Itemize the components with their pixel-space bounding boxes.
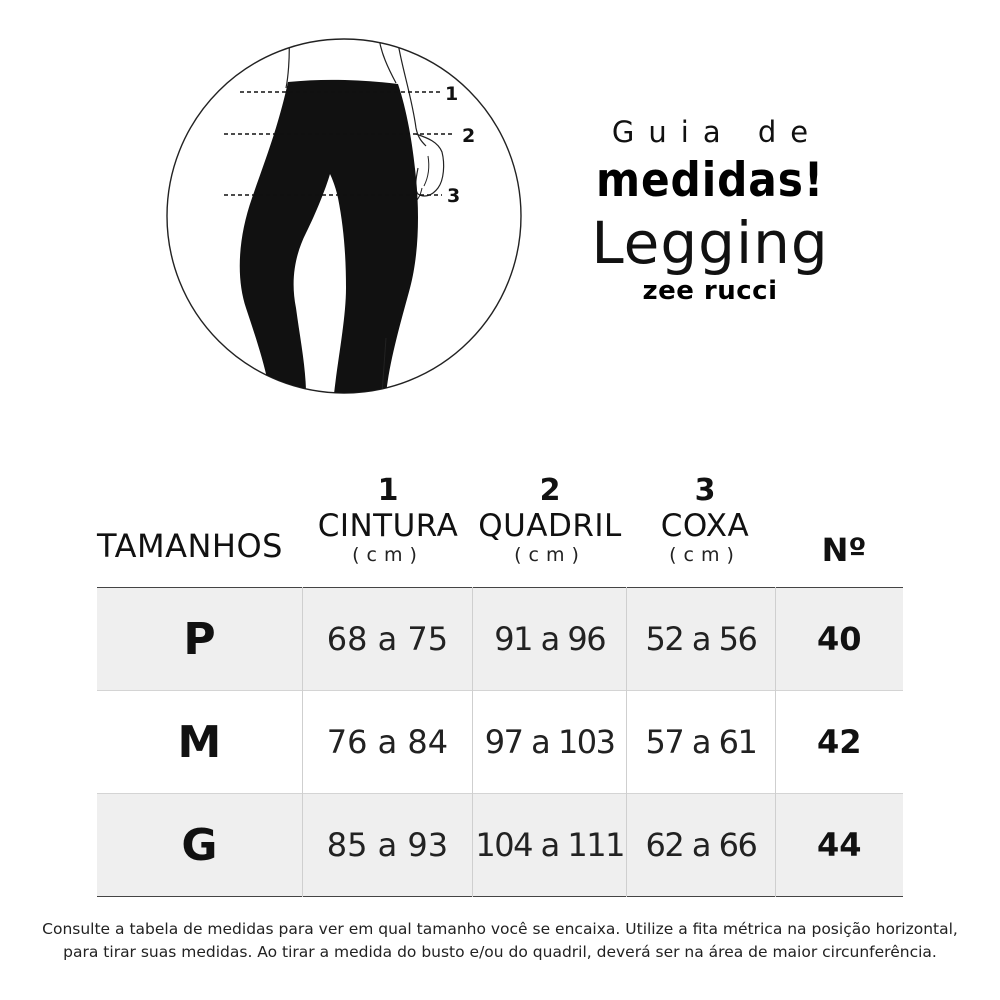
title-medidas: medidas! — [595, 153, 825, 208]
header-cintura-name: CINTURA — [317, 508, 459, 544]
quadril-cell: 104 a 111 — [472, 794, 626, 897]
size-cell: P — [97, 588, 302, 691]
header-cintura — [303, 474, 473, 566]
marker-2: 2 — [462, 125, 476, 147]
numero-cell: 44 — [775, 794, 903, 897]
size-table — [97, 587, 903, 897]
size-cell: G — [97, 794, 302, 897]
quadril-cell: 91 a 96 — [472, 588, 626, 691]
size-cell: M — [97, 691, 302, 794]
header-cintura-number: 1 — [377, 473, 399, 508]
numero-cell: 40 — [775, 588, 903, 691]
header-tamanhos: TAMANHOS — [97, 527, 283, 565]
legging-figure-icon — [166, 38, 526, 394]
brand-logo: zee rucci — [642, 276, 778, 306]
cintura-cell: 68 a 75 — [302, 588, 472, 691]
header-quadril — [473, 474, 627, 566]
table-row — [97, 691, 903, 794]
footnote — [20, 918, 980, 964]
header-coxa — [627, 474, 783, 566]
coxa-cell: 52 a 56 — [627, 588, 775, 691]
title-block — [570, 112, 850, 306]
header-coxa-name: COXA — [660, 508, 750, 544]
header-numero: Nº — [821, 531, 867, 569]
table-row — [97, 588, 903, 691]
header-quadril-unit: (cm) — [514, 544, 586, 566]
cintura-cell: 85 a 93 — [302, 794, 472, 897]
footnote-line-1: Consulte a tabela de medidas para ver em qual tamanho você se encaixa. Utilize a fita métrica na posição horizontal, — [42, 920, 958, 938]
numero-cell: 42 — [775, 691, 903, 794]
coxa-cell: 57 a 61 — [627, 691, 775, 794]
coxa-cell: 62 a 66 — [627, 794, 775, 897]
title-guia-de: Guia de — [611, 115, 823, 149]
marker-1: 1 — [445, 83, 459, 105]
header-coxa-number: 3 — [694, 473, 716, 508]
footnote-line-2: para tirar suas medidas. Ao tirar a medida do busto e/ou do quadril, deverá ser na área de maior circunferência. — [63, 943, 937, 961]
header-quadril-number: 2 — [539, 473, 561, 508]
title-product: Legging — [591, 209, 829, 277]
legging-illustration — [166, 38, 526, 394]
header-quadril-name: QUADRIL — [478, 508, 622, 544]
header-coxa-unit: (cm) — [669, 544, 741, 566]
table-row — [97, 794, 903, 897]
marker-3: 3 — [447, 185, 461, 207]
cintura-cell: 76 a 84 — [302, 691, 472, 794]
header-cintura-unit: (cm) — [352, 544, 424, 566]
quadril-cell: 97 a 103 — [472, 691, 626, 794]
